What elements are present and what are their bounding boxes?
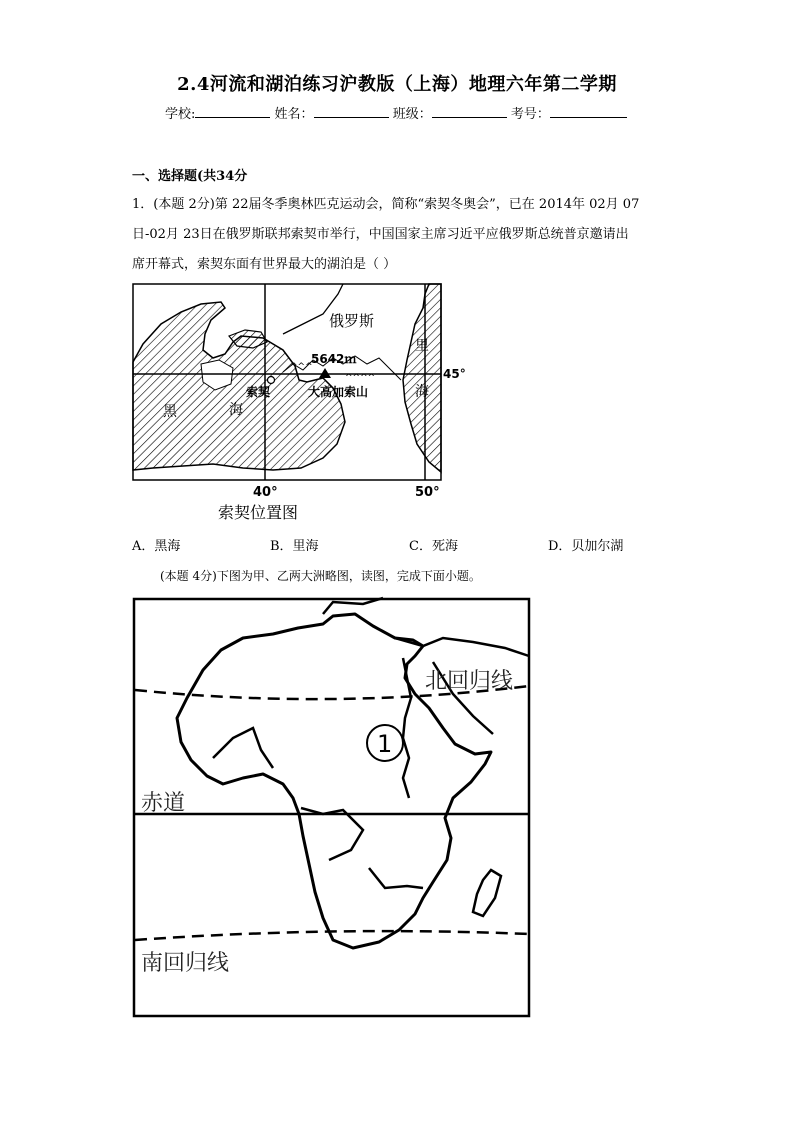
sochi-label: 索契 [246, 385, 271, 399]
black-sea-label-2: 海 [229, 402, 243, 418]
question-1-line-1: 1．(本题 2分)第 22届冬季奥林匹克运动会，简称“索契冬奥会”，已在 2014年 02月 07 [132, 197, 640, 212]
lon-40-label: 40° [253, 485, 278, 500]
mountain-label: 大高加索山 [308, 385, 369, 399]
option-c[interactable]: C．死海 [409, 539, 458, 554]
region-1-label: 1 [377, 730, 393, 758]
option-b[interactable]: B．里海 [270, 539, 319, 554]
caspian-label-2: 海 [415, 384, 429, 400]
lon-50-label: 50° [415, 485, 440, 500]
number-label: 考号： [510, 107, 550, 122]
number-blank[interactable] [550, 105, 627, 118]
school-label: 学校: [165, 107, 196, 122]
option-d[interactable]: D．贝加尔湖 [548, 539, 624, 554]
option-a[interactable]: A．黑海 [132, 539, 181, 554]
question-1 [132, 190, 672, 280]
russia-label: 俄罗斯 [329, 312, 375, 330]
equator-label: 赤道 [141, 791, 186, 816]
question-2-intro: (本题 4分)下图为甲、乙两大洲略图，读图，完成下面小题。 [160, 569, 481, 583]
section-heading: 一、选择题(共34分 [132, 169, 248, 184]
question-1-line-3: 席开幕式，索契东面有世界最大的湖泊是（ ） [132, 257, 397, 272]
class-blank[interactable] [432, 105, 507, 118]
page-title: 2.4河流和湖泊练习沪教版（上海）地理六年第二学期 [177, 74, 617, 95]
tropic-cancer-label: 北回归线 [425, 669, 514, 694]
student-info-line [165, 103, 627, 122]
africa-map [133, 598, 531, 1018]
sochi-marker [268, 377, 275, 384]
sochi-location-map [133, 284, 466, 524]
peak-label: 5642ｍ [311, 352, 357, 366]
svg-text:^^^^: ^^^^ [345, 373, 376, 383]
black-sea-label-1: 黑 [163, 404, 177, 420]
map-caption: 索契位置图 [218, 503, 299, 522]
name-blank[interactable] [314, 105, 389, 118]
tropic-capricorn-label: 南回归线 [141, 951, 230, 976]
lat-45-label: 45° [443, 367, 466, 381]
caspian-label-1: 里 [415, 338, 429, 354]
class-label: 班级： [392, 107, 432, 122]
name-label: 姓名： [274, 107, 314, 122]
svg-text:^^^: ^^^ [290, 362, 313, 372]
question-1-line-2: 日-02月 23日在俄罗斯联邦索契市举行，中国国家主席习近平应俄罗斯总统普京邀请出 [132, 227, 629, 242]
school-blank[interactable] [195, 105, 270, 118]
